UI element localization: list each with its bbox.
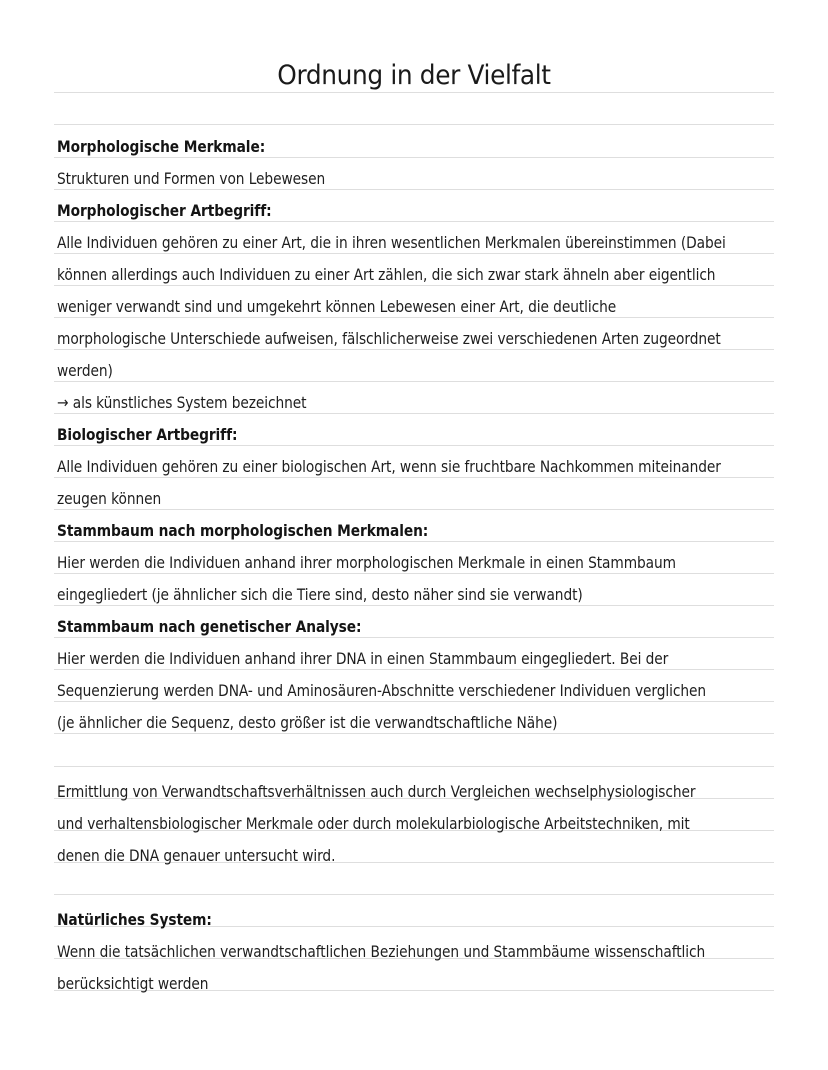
ruled-line [54,541,774,542]
section-heading: Stammbaum nach morphologischen Merkmalen: [57,521,429,540]
text-line: eingegliedert (je ähnlicher sich die Tiere sind, desto näher sind sie verwandt) [57,585,583,604]
text-line: Alle Individuen gehören zu einer biologischen Art, wenn sie fruchtbare Nachkommen miteinander [57,457,721,476]
text-line: weniger verwandt sind und umgekehrt können Lebewesen einer Art, die deutliche [57,297,617,316]
ruled-line [54,766,774,767]
section-heading: Biologischer Artbegriff: [57,425,238,444]
ruled-line [54,349,774,350]
ruled-line [54,509,774,510]
ruled-line [54,189,774,190]
ruled-line [54,637,774,638]
ruled-line [54,573,774,574]
ruled-line [54,124,774,125]
ruled-line [54,733,774,734]
ruled-line [54,157,774,158]
text-line: werden) [57,361,113,380]
text-line: Alle Individuen gehören zu einer Art, die in ihren wesentlichen Merkmalen übereinstimmen (Dabei [57,233,726,252]
text-line: morphologische Unterschiede aufweisen, fälschlicherweise zwei verschiedenen Arten zugeordnet [57,329,721,348]
text-line: Hier werden die Individuen anhand ihrer DNA in einen Stammbaum eingegliedert. Bei der [57,649,669,668]
ruled-line [54,605,774,606]
ruled-line [54,477,774,478]
ruled-line [54,669,774,670]
ruled-line [54,253,774,254]
ruled-line [54,701,774,702]
text-line: berücksichtigt werden [57,974,209,993]
ruled-line [54,92,774,93]
text-line: können allerdings auch Individuen zu einer Art zählen, die sich zwar stark ähneln aber eigentlich [57,265,716,284]
text-line: Wenn die tatsächlichen verwandtschaftlichen Beziehungen und Stammbäume wissenschaftlich [57,942,706,961]
ruled-line [54,445,774,446]
text-line: zeugen können [57,489,162,508]
section-heading: Morphologischer Artbegriff: [57,201,272,220]
section-heading: Stammbaum nach genetischer Analyse: [57,617,362,636]
text-line: → als künstliches System bezeichnet [57,393,307,412]
ruled-line [54,413,774,414]
ruled-line [54,285,774,286]
ruled-line [54,317,774,318]
ruled-line [54,381,774,382]
text-line: (je ähnlicher die Sequenz, desto größer ist die verwandtschaftliche Nähe) [57,713,558,732]
text-line: denen die DNA genauer untersucht wird. [57,846,336,865]
text-line: Hier werden die Individuen anhand ihrer morphologischen Merkmale in einen Stammbaum [57,553,676,572]
page-title: Ordnung in der Vielfalt [277,60,551,91]
text-line: Strukturen und Formen von Lebewesen [57,169,326,188]
text-line: Ermittlung von Verwandtschaftsverhältnissen auch durch Vergleichen wechselphysiologischer [57,782,696,801]
text-line: Sequenzierung werden DNA- und Aminosäuren-Abschnitte verschiedener Individuen verglichen [57,681,707,700]
ruled-line [54,221,774,222]
section-heading: Morphologische Merkmale: [57,137,266,156]
ruled-line [54,894,774,895]
text-line: und verhaltensbiologischer Merkmale oder durch molekularbiologische Arbeitstechniken, mit [57,814,690,833]
section-heading: Natürliches System: [57,910,212,929]
